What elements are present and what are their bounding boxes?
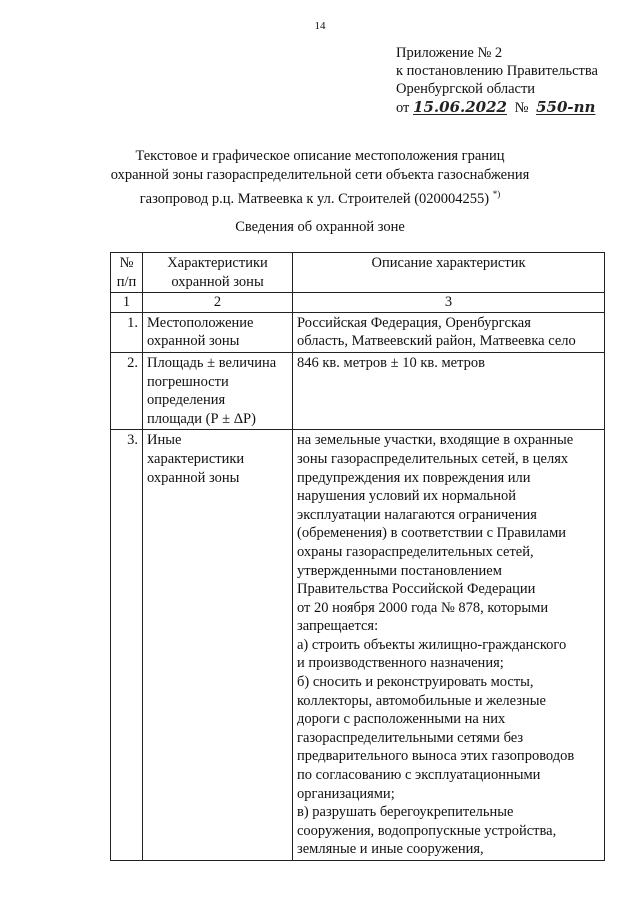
zone-info-table (110, 252, 605, 861)
desc-line: земляные и иные сооружения, (297, 841, 484, 858)
header-characteristics (143, 253, 293, 293)
table-header-row (111, 253, 605, 293)
desc-line: утвержденными постановлением (297, 562, 502, 579)
row-number: 1. (111, 312, 143, 352)
appendix-title: Приложение № 2 (396, 45, 503, 61)
table-row (111, 430, 605, 861)
index-cell-2: 2 (143, 293, 293, 313)
desc-line: предварительного выноса этих газопроводов (297, 748, 575, 765)
char-line: характеристики (147, 450, 245, 467)
table-row (111, 312, 605, 352)
header-number (111, 253, 143, 293)
desc-line: организациями; (297, 785, 395, 802)
index-cell-1: 1 (111, 293, 143, 313)
desc-line: газораспределительными сетями без (297, 729, 524, 746)
desc-line: сооружения, водопропускные устройства, (297, 822, 557, 839)
document-title (0, 147, 640, 209)
desc-line: (обременения) в соответствии с Правилами (297, 525, 567, 542)
desc-line: б) сносить и реконструировать мосты, (297, 674, 534, 691)
char-line: Иные (147, 432, 182, 449)
desc-line: эксплуатации налагаются ограничения (297, 506, 537, 523)
row-description (293, 352, 605, 429)
header-number-line-2: п/п (116, 273, 137, 290)
char-line: Местоположение (147, 314, 254, 331)
date-prefix: от (396, 100, 410, 116)
char-line: погрешности (147, 373, 229, 390)
desc-line: дороги с расположенными на них (297, 711, 506, 728)
desc-line: зоны газораспределительных сетей, в целях (297, 450, 569, 467)
row-characteristic (143, 352, 293, 429)
char-line: определения (147, 392, 226, 409)
desc-line: охраны газораспределительных сетей, (297, 543, 534, 560)
appendix-date-line (396, 98, 626, 117)
desc-line: по согласованию с эксплуатационными (297, 767, 541, 784)
section-heading: Сведения об охранной зоне (235, 219, 405, 235)
row-characteristic (143, 430, 293, 861)
desc-line: коллекторы, автомобильные и железные (297, 692, 546, 709)
title-line-3 (0, 185, 640, 209)
header-number-line-1: № (119, 255, 134, 271)
desc-line: предупреждения их повреждения или (297, 469, 531, 486)
desc-line: нарушения условий их нормальной (297, 488, 517, 505)
header-characteristics-line-2: охранной зоны (171, 273, 264, 290)
desc-line: Правительства Российской Федерации (297, 581, 536, 598)
char-line: Площадь ± величина (147, 354, 277, 371)
desc-line: область, Матвеевский район, Матвеевка село (297, 333, 576, 350)
desc-line: в) разрушать берегоукрепительные (297, 804, 514, 821)
number-label: № (514, 100, 529, 116)
row-number: 2. (111, 352, 143, 429)
handwritten-date: 15.06.2022 (413, 98, 507, 116)
row-description (293, 312, 605, 352)
appendix-block (396, 44, 626, 117)
row-description (293, 430, 605, 861)
title-line-2: охранной зоны газораспределительной сети объекта газоснабжения (110, 167, 530, 183)
desc-line: запрещается: (297, 618, 379, 635)
handwritten-number: 550-пп (536, 98, 596, 116)
desc-line: на земельные участки, входящие в охранные (297, 432, 574, 449)
row-characteristic (143, 312, 293, 352)
desc-line: 846 кв. метров ± 10 кв. метров (297, 354, 485, 371)
char-line: охранной зоны (147, 469, 240, 486)
title-line-3-text: газопровод р.ц. Матвеевка к ул. Строителей (020004255) (139, 190, 490, 207)
footnote-mark: *) (492, 189, 501, 199)
row-number: 3. (111, 430, 143, 861)
index-cell-3: 3 (293, 293, 605, 313)
table-row (111, 352, 605, 429)
title-line-1: Текстовое и графическое описание местоположения границ (135, 148, 505, 164)
desc-line: от 20 ноября 2000 года № 878, которыми (297, 599, 549, 616)
char-line: площади (Р ± ΔР) (147, 410, 256, 427)
appendix-resolution: к постановлению Правительства (396, 63, 598, 79)
desc-line: и производственного назначения; (297, 655, 504, 672)
table-index-row (111, 293, 605, 313)
desc-line: а) строить объекты жилищно-гражданского (297, 636, 567, 653)
appendix-region: Оренбургской области (396, 81, 536, 97)
header-description: Описание характеристик (293, 253, 605, 293)
char-line: охранной зоны (147, 333, 240, 350)
header-characteristics-line-1: Характеристики (167, 255, 268, 271)
page-number: 14 (314, 20, 326, 32)
desc-line: Российская Федерация, Оренбургская (297, 314, 531, 331)
